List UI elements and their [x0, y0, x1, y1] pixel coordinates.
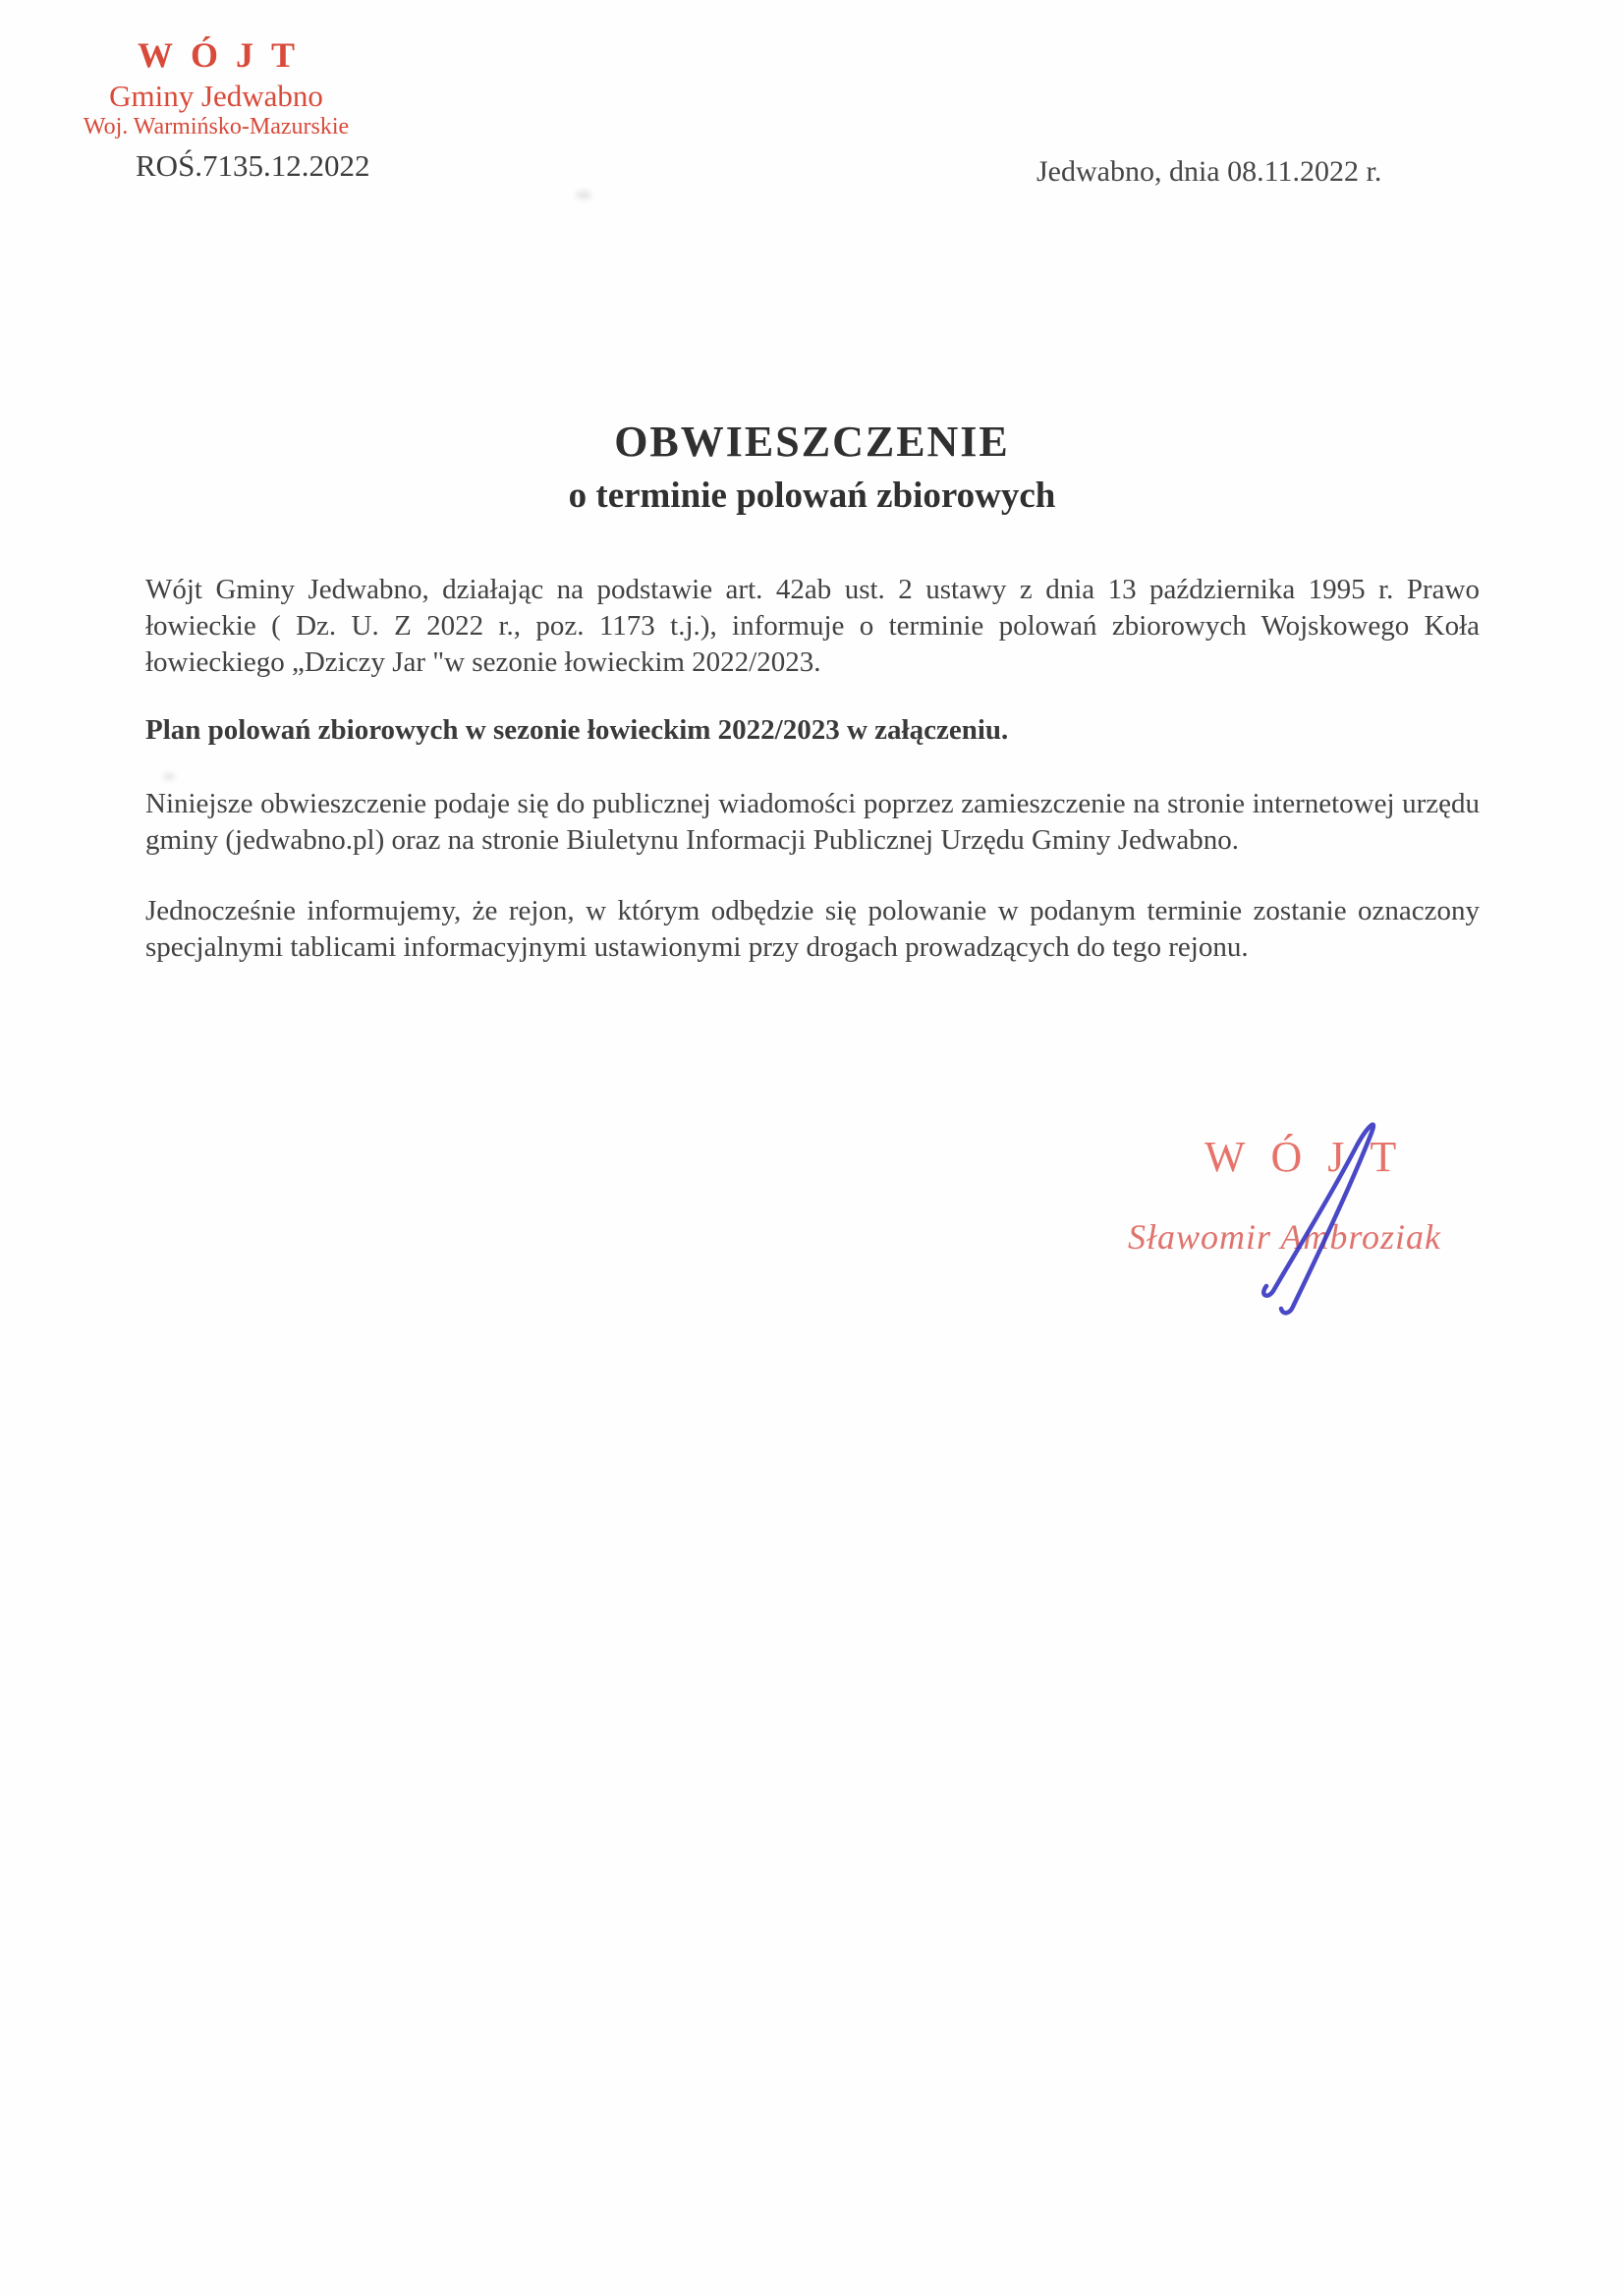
paragraph-plan-attachment: Plan polowań zbiorowych w sezonie łowieckim 2022/2023 w załączeniu. — [145, 714, 1009, 746]
paragraph-signage: Jednocześnie informujemy, że rejon, w którym odbędzie się polowanie w podanym terminie zostanie oznaczony specjalnymi tablicami informacyjnymi ustawionymi przy drogach prowadzących do tego rejonu. — [145, 895, 1480, 963]
paragraph-publication: Niniejsze obwieszczenie podaje się do publicznej wiadomości poprzez zamieszczenie na stronie internetowej urzędu gminy (jedwabno.pl) oraz na stronie Biuletynu Informacji Publicznej Urzędu Gminy Jedwabno. — [145, 788, 1480, 856]
signature-block — [1120, 1071, 1513, 1366]
sender-stamp-voivodeship: Woj. Warmińsko-Mazurskie — [83, 114, 350, 140]
document-title: OBWIESZCZENIE — [614, 418, 1010, 466]
signature-stamp-title: WÓJT — [1204, 1133, 1423, 1181]
document-subtitle: o terminie polowań zbiorowych — [568, 476, 1056, 516]
place-and-date: Jedwabno, dnia 08.11.2022 r. — [1036, 155, 1382, 188]
sender-stamp-title: WÓJT — [137, 35, 312, 75]
title-block — [0, 417, 1624, 517]
scan-artifact — [576, 191, 591, 199]
sender-office-stamp — [69, 37, 364, 139]
reference-number: ROŚ.7135.12.2022 — [136, 148, 370, 183]
sender-stamp-municipality: Gminy Jedwabno — [109, 79, 323, 113]
paragraph-legal-basis: Wójt Gminy Jedwabno, działając na podstawie art. 42ab ust. 2 ustawy z dnia 13 października 1995 r. Prawo łowieckie ( Dz. U. Z 2022 r., poz. 1173 t.j.), informuje o terminie polowań zbiorowych Wojskowego Koła łowieckiego „Dziczy Jar "w sezonie łowieckim 2022/2023. — [145, 574, 1480, 678]
document-body — [145, 572, 1480, 966]
signature-stamp-name: Sławomir Ambroziak — [1128, 1217, 1442, 1257]
